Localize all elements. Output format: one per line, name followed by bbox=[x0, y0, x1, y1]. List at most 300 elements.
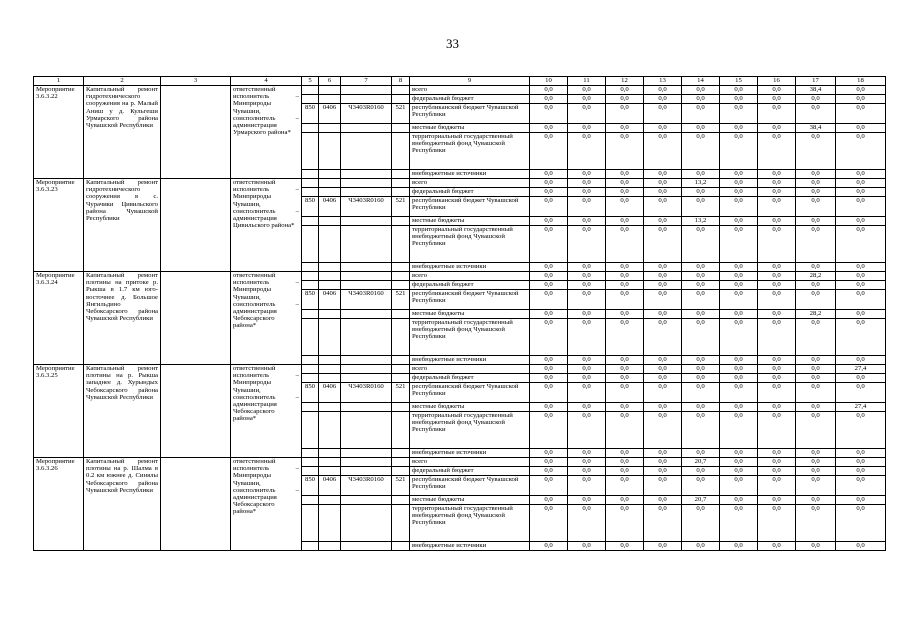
amount-cell: 0,0 bbox=[758, 86, 796, 95]
amount-cell: 0,0 bbox=[644, 104, 682, 124]
code-cell-empty bbox=[302, 412, 319, 449]
amount-cell: 0,0 bbox=[606, 86, 644, 95]
header-cell: 10 bbox=[530, 77, 568, 86]
amount-cell: 0,0 bbox=[796, 412, 836, 449]
amount-cell: 0,0 bbox=[606, 95, 644, 104]
code-cell-empty bbox=[302, 179, 319, 188]
code-cell-empty bbox=[392, 179, 410, 188]
amount-cell: 0,0 bbox=[568, 272, 606, 281]
amount-cell: 0,0 bbox=[568, 179, 606, 188]
header-cell: 2 bbox=[84, 77, 161, 86]
empty-cell bbox=[161, 458, 231, 551]
empty-cell bbox=[161, 86, 231, 179]
code-cell-empty bbox=[302, 505, 319, 542]
code-cell-empty bbox=[319, 226, 341, 263]
amount-cell: 0,0 bbox=[606, 467, 644, 476]
code-cell-empty bbox=[392, 86, 410, 95]
amount-cell: 28,2 bbox=[796, 310, 836, 319]
amount-cell: 0,0 bbox=[758, 356, 796, 365]
amount-cell: 0,0 bbox=[568, 467, 606, 476]
code-cell-empty bbox=[341, 124, 392, 133]
amount-cell: 0,0 bbox=[682, 86, 720, 95]
amount-cell: 0,0 bbox=[796, 197, 836, 217]
amount-cell: 0,0 bbox=[644, 365, 682, 374]
code-cell-empty bbox=[319, 505, 341, 542]
amount-cell: 0,0 bbox=[682, 170, 720, 179]
amount-cell: 0,0 bbox=[568, 170, 606, 179]
activity-name-cell: Капитальный ремонт плотины на р. Рыкша западнее д. Хурындых Чебоксарского района Чувашской Республики bbox=[84, 365, 161, 458]
amount-cell: 0,0 bbox=[530, 133, 568, 170]
code-cell-empty bbox=[341, 365, 392, 374]
header-cell: 4 bbox=[231, 77, 302, 86]
amount-cell: 0,0 bbox=[606, 476, 644, 496]
amount-cell: 0,0 bbox=[530, 365, 568, 374]
code-cell-empty bbox=[319, 467, 341, 476]
code-cell-empty bbox=[302, 86, 319, 95]
amount-cell: 0,0 bbox=[568, 86, 606, 95]
budget-code-cell: Ч3403R0160 bbox=[341, 290, 392, 310]
amount-cell: 0,0 bbox=[530, 310, 568, 319]
amount-cell: 0,0 bbox=[720, 290, 758, 310]
amount-cell: 0,0 bbox=[606, 496, 644, 505]
amount-cell: 0,0 bbox=[758, 104, 796, 124]
code-cell-empty bbox=[302, 310, 319, 319]
code-cell-empty bbox=[341, 188, 392, 197]
amount-cell: 0,0 bbox=[758, 496, 796, 505]
amount-cell: 0,0 bbox=[606, 403, 644, 412]
activity-id-cell: Мероприятие 3.6.3.24 bbox=[34, 272, 84, 365]
code-cell-empty bbox=[341, 319, 392, 356]
amount-cell: 0,0 bbox=[606, 356, 644, 365]
amount-cell: 0,0 bbox=[682, 505, 720, 542]
amount-cell: 0,0 bbox=[644, 356, 682, 365]
amount-cell: 0,0 bbox=[836, 170, 886, 179]
amount-cell: 0,0 bbox=[530, 458, 568, 467]
header-cell: 14 bbox=[682, 77, 720, 86]
amount-cell: 0,0 bbox=[606, 104, 644, 124]
amount-cell: 0,0 bbox=[530, 319, 568, 356]
amount-cell: 0,0 bbox=[682, 95, 720, 104]
funding-source-cell: внебюджетные источники bbox=[410, 449, 530, 458]
budget-code-cell: 521 bbox=[392, 197, 410, 217]
budget-code-cell: 850 bbox=[302, 383, 319, 403]
code-cell-empty bbox=[392, 505, 410, 542]
amount-cell: 0,0 bbox=[530, 449, 568, 458]
code-cell-empty bbox=[319, 281, 341, 290]
amount-cell: 0,0 bbox=[682, 356, 720, 365]
code-cell-empty bbox=[319, 449, 341, 458]
funding-source-cell: всего bbox=[410, 86, 530, 95]
amount-cell: 0,0 bbox=[644, 290, 682, 310]
code-cell-empty bbox=[341, 272, 392, 281]
amount-cell: 0,0 bbox=[568, 458, 606, 467]
amount-cell: 0,0 bbox=[836, 542, 886, 551]
amount-cell: 0,0 bbox=[530, 403, 568, 412]
amount-cell: 0,0 bbox=[606, 179, 644, 188]
amount-cell: 0,0 bbox=[530, 383, 568, 403]
funding-source-cell: местные бюджеты bbox=[410, 124, 530, 133]
funding-source-cell: территориальный государственный внебюджетный фонд Чувашской Республики bbox=[410, 133, 530, 170]
code-cell-empty bbox=[319, 170, 341, 179]
table-row bbox=[34, 458, 886, 467]
code-cell-empty bbox=[319, 217, 341, 226]
code-cell-empty bbox=[392, 542, 410, 551]
amount-cell: 0,0 bbox=[720, 281, 758, 290]
amount-cell: 0,0 bbox=[530, 505, 568, 542]
budget-code-cell: 0406 bbox=[319, 197, 341, 217]
amount-cell: 0,0 bbox=[682, 188, 720, 197]
funding-source-cell: внебюджетные источники bbox=[410, 170, 530, 179]
header-cell: 3 bbox=[161, 77, 231, 86]
amount-cell: 0,0 bbox=[836, 188, 886, 197]
amount-cell: 0,0 bbox=[530, 104, 568, 124]
code-cell-empty bbox=[392, 272, 410, 281]
amount-cell: 0,0 bbox=[568, 412, 606, 449]
code-cell-empty bbox=[341, 403, 392, 412]
amount-cell: 0,0 bbox=[530, 197, 568, 217]
activity-id-cell: Мероприятие 3.6.3.22 bbox=[34, 86, 84, 179]
amount-cell: 0,0 bbox=[568, 281, 606, 290]
amount-cell: 0,0 bbox=[568, 365, 606, 374]
funding-source-cell: федеральный бюджет bbox=[410, 467, 530, 476]
amount-cell: 0,0 bbox=[530, 95, 568, 104]
amount-cell: 0,0 bbox=[644, 179, 682, 188]
code-cell-empty bbox=[302, 226, 319, 263]
financing-table bbox=[33, 76, 886, 551]
code-cell-empty bbox=[392, 412, 410, 449]
amount-cell: 0,0 bbox=[758, 179, 796, 188]
amount-cell: 0,0 bbox=[568, 290, 606, 310]
code-cell-empty bbox=[341, 226, 392, 263]
amount-cell: 0,0 bbox=[796, 365, 836, 374]
amount-cell: 0,0 bbox=[644, 95, 682, 104]
amount-cell: 0,0 bbox=[758, 476, 796, 496]
amount-cell: 0,0 bbox=[568, 263, 606, 272]
funding-source-cell: местные бюджеты bbox=[410, 403, 530, 412]
amount-cell: 0,0 bbox=[644, 133, 682, 170]
amount-cell: 0,0 bbox=[530, 272, 568, 281]
table-row bbox=[34, 86, 886, 95]
amount-cell: 0,0 bbox=[568, 356, 606, 365]
amount-cell: 0,0 bbox=[568, 476, 606, 496]
amount-cell: 27,4 bbox=[836, 365, 886, 374]
activity-id-cell: Мероприятие 3.6.3.23 bbox=[34, 179, 84, 272]
funding-source-cell: местные бюджеты bbox=[410, 496, 530, 505]
budget-code-cell: 521 bbox=[392, 104, 410, 124]
responsible-cell: ответственный исполнитель – Минприроды Чувашии, соисполнитель – администрация Чебоксарского района* bbox=[231, 458, 302, 551]
amount-cell: 0,0 bbox=[682, 319, 720, 356]
funding-source-cell: всего bbox=[410, 458, 530, 467]
code-cell-empty bbox=[392, 467, 410, 476]
amount-cell: 28,2 bbox=[796, 272, 836, 281]
code-cell-empty bbox=[302, 319, 319, 356]
amount-cell: 0,0 bbox=[606, 383, 644, 403]
amount-cell: 0,0 bbox=[682, 542, 720, 551]
amount-cell: 0,0 bbox=[606, 281, 644, 290]
amount-cell: 0,0 bbox=[720, 188, 758, 197]
amount-cell: 0,0 bbox=[682, 290, 720, 310]
amount-cell: 0,0 bbox=[720, 365, 758, 374]
code-cell-empty bbox=[302, 188, 319, 197]
activity-name-cell: Капитальный ремонт гидротехнического сооружения в с. Чурачики Цивильского района Чувашской Республики bbox=[84, 179, 161, 272]
amount-cell: 0,0 bbox=[796, 476, 836, 496]
amount-cell: 27,4 bbox=[836, 403, 886, 412]
activity-id-cell: Мероприятие 3.6.3.25 bbox=[34, 365, 84, 458]
funding-source-cell: федеральный бюджет bbox=[410, 95, 530, 104]
code-cell-empty bbox=[319, 272, 341, 281]
code-cell-empty bbox=[319, 310, 341, 319]
amount-cell: 20,7 bbox=[682, 496, 720, 505]
amount-cell: 0,0 bbox=[644, 505, 682, 542]
amount-cell: 0,0 bbox=[530, 170, 568, 179]
code-cell-empty bbox=[319, 403, 341, 412]
amount-cell: 0,0 bbox=[530, 226, 568, 263]
budget-code-cell: 850 bbox=[302, 290, 319, 310]
funding-source-cell: территориальный государственный внебюджетный фонд Чувашской Республики bbox=[410, 319, 530, 356]
funding-source-cell: республиканский бюджет Чувашской Республики bbox=[410, 383, 530, 403]
budget-code-cell: 521 bbox=[392, 290, 410, 310]
table-row bbox=[34, 365, 886, 374]
code-cell-empty bbox=[302, 496, 319, 505]
amount-cell: 0,0 bbox=[796, 449, 836, 458]
amount-cell: 38,4 bbox=[796, 124, 836, 133]
code-cell-empty bbox=[392, 449, 410, 458]
code-cell-empty bbox=[392, 217, 410, 226]
activity-name-cell: Капитальный ремонт плотины на р. Шалма в 0.2 км южнее д. Синялы Чебоксарского района Чувашской Республики bbox=[84, 458, 161, 551]
funding-source-cell: федеральный бюджет bbox=[410, 374, 530, 383]
amount-cell: 0,0 bbox=[796, 290, 836, 310]
amount-cell: 0,0 bbox=[836, 505, 886, 542]
amount-cell: 0,0 bbox=[720, 374, 758, 383]
amount-cell: 0,0 bbox=[796, 505, 836, 542]
amount-cell: 0,0 bbox=[530, 467, 568, 476]
header-cell: 13 bbox=[644, 77, 682, 86]
amount-cell: 0,0 bbox=[530, 374, 568, 383]
budget-code-cell: 521 bbox=[392, 476, 410, 496]
budget-code-cell: 0406 bbox=[319, 104, 341, 124]
amount-cell: 0,0 bbox=[836, 124, 886, 133]
amount-cell: 0,0 bbox=[758, 374, 796, 383]
amount-cell: 0,0 bbox=[568, 197, 606, 217]
amount-cell: 0,0 bbox=[796, 383, 836, 403]
code-cell-empty bbox=[302, 170, 319, 179]
code-cell-empty bbox=[341, 263, 392, 272]
amount-cell: 0,0 bbox=[682, 374, 720, 383]
amount-cell: 0,0 bbox=[530, 217, 568, 226]
funding-source-cell: федеральный бюджет bbox=[410, 281, 530, 290]
funding-source-cell: республиканский бюджет Чувашской Республики bbox=[410, 197, 530, 217]
amount-cell: 0,0 bbox=[644, 449, 682, 458]
amount-cell: 0,0 bbox=[682, 197, 720, 217]
amount-cell: 0,0 bbox=[796, 467, 836, 476]
code-cell-empty bbox=[392, 365, 410, 374]
amount-cell: 0,0 bbox=[758, 281, 796, 290]
amount-cell: 0,0 bbox=[568, 95, 606, 104]
empty-cell bbox=[161, 272, 231, 365]
code-cell-empty bbox=[319, 124, 341, 133]
amount-cell: 0,0 bbox=[796, 133, 836, 170]
budget-code-cell: Ч3403R0160 bbox=[341, 104, 392, 124]
funding-source-cell: республиканский бюджет Чувашской Республики bbox=[410, 290, 530, 310]
empty-cell bbox=[161, 365, 231, 458]
code-cell-empty bbox=[392, 133, 410, 170]
header-cell: 8 bbox=[392, 77, 410, 86]
code-cell-empty bbox=[302, 449, 319, 458]
amount-cell: 0,0 bbox=[568, 226, 606, 263]
budget-code-cell: Ч3403R0160 bbox=[341, 476, 392, 496]
amount-cell: 0,0 bbox=[796, 170, 836, 179]
code-cell-empty bbox=[392, 170, 410, 179]
amount-cell: 0,0 bbox=[796, 542, 836, 551]
amount-cell: 0,0 bbox=[568, 217, 606, 226]
amount-cell: 0,0 bbox=[720, 95, 758, 104]
funding-source-cell: всего bbox=[410, 272, 530, 281]
amount-cell: 0,0 bbox=[758, 458, 796, 467]
amount-cell: 0,0 bbox=[836, 412, 886, 449]
amount-cell: 0,0 bbox=[606, 272, 644, 281]
funding-source-cell: республиканский бюджет Чувашской Республики bbox=[410, 476, 530, 496]
code-cell-empty bbox=[341, 95, 392, 104]
amount-cell: 0,0 bbox=[606, 505, 644, 542]
amount-cell: 0,0 bbox=[720, 476, 758, 496]
amount-cell: 0,0 bbox=[836, 197, 886, 217]
amount-cell: 0,0 bbox=[720, 272, 758, 281]
amount-cell: 0,0 bbox=[720, 458, 758, 467]
amount-cell: 0,0 bbox=[568, 133, 606, 170]
amount-cell: 0,0 bbox=[682, 310, 720, 319]
funding-source-cell: территориальный государственный внебюджетный фонд Чувашской Республики bbox=[410, 412, 530, 449]
activity-name-cell: Капитальный ремонт гидротехнического сооружения на р. Малый Аниш у д. Кульгеши Урмарского района Чувашской Республики bbox=[84, 86, 161, 179]
amount-cell: 0,0 bbox=[606, 449, 644, 458]
amount-cell: 0,0 bbox=[606, 458, 644, 467]
amount-cell: 0,0 bbox=[606, 124, 644, 133]
amount-cell: 0,0 bbox=[606, 412, 644, 449]
code-cell-empty bbox=[319, 86, 341, 95]
amount-cell: 0,0 bbox=[758, 170, 796, 179]
amount-cell: 0,0 bbox=[836, 179, 886, 188]
amount-cell: 0,0 bbox=[720, 319, 758, 356]
amount-cell: 0,0 bbox=[606, 374, 644, 383]
amount-cell: 0,0 bbox=[836, 383, 886, 403]
table-row bbox=[34, 179, 886, 188]
amount-cell: 0,0 bbox=[836, 95, 886, 104]
header-cell: 6 bbox=[319, 77, 341, 86]
amount-cell: 0,0 bbox=[758, 95, 796, 104]
budget-code-cell: 850 bbox=[302, 104, 319, 124]
responsible-cell: ответственный исполнитель – Минприроды Чувашии, соисполнитель – администрация Чебоксарского района* bbox=[231, 272, 302, 365]
amount-cell: 0,0 bbox=[682, 383, 720, 403]
code-cell-empty bbox=[341, 179, 392, 188]
amount-cell: 0,0 bbox=[568, 124, 606, 133]
amount-cell: 0,0 bbox=[568, 374, 606, 383]
amount-cell: 0,0 bbox=[530, 281, 568, 290]
code-cell-empty bbox=[302, 403, 319, 412]
amount-cell: 0,0 bbox=[644, 310, 682, 319]
amount-cell: 0,0 bbox=[758, 505, 796, 542]
code-cell-empty bbox=[392, 496, 410, 505]
amount-cell: 0,0 bbox=[720, 467, 758, 476]
amount-cell: 0,0 bbox=[530, 124, 568, 133]
code-cell-empty bbox=[302, 281, 319, 290]
amount-cell: 0,0 bbox=[644, 263, 682, 272]
amount-cell: 0,0 bbox=[682, 104, 720, 124]
amount-cell: 0,0 bbox=[644, 383, 682, 403]
amount-cell: 0,0 bbox=[644, 319, 682, 356]
amount-cell: 0,0 bbox=[682, 263, 720, 272]
code-cell-empty bbox=[319, 496, 341, 505]
amount-cell: 0,0 bbox=[836, 449, 886, 458]
amount-cell: 0,0 bbox=[836, 467, 886, 476]
amount-cell: 0,0 bbox=[568, 319, 606, 356]
amount-cell: 0,0 bbox=[682, 476, 720, 496]
amount-cell: 0,0 bbox=[758, 197, 796, 217]
amount-cell: 0,0 bbox=[720, 217, 758, 226]
amount-cell: 0,0 bbox=[606, 226, 644, 263]
header-cell: 5 bbox=[302, 77, 319, 86]
code-cell-empty bbox=[302, 458, 319, 467]
amount-cell: 0,0 bbox=[644, 217, 682, 226]
amount-cell: 0,0 bbox=[644, 197, 682, 217]
budget-code-cell: Ч3403R0160 bbox=[341, 383, 392, 403]
code-cell-empty bbox=[319, 133, 341, 170]
funding-source-cell: внебюджетные источники bbox=[410, 356, 530, 365]
amount-cell: 0,0 bbox=[530, 476, 568, 496]
amount-cell: 0,0 bbox=[796, 281, 836, 290]
amount-cell: 0,0 bbox=[836, 133, 886, 170]
code-cell-empty bbox=[341, 458, 392, 467]
amount-cell: 0,0 bbox=[644, 226, 682, 263]
amount-cell: 0,0 bbox=[720, 310, 758, 319]
amount-cell: 0,0 bbox=[568, 505, 606, 542]
amount-cell: 0,0 bbox=[530, 263, 568, 272]
responsible-cell: ответственный исполнитель – Минприроды Чувашии, соисполнитель – администрация Цивильского района* bbox=[231, 179, 302, 272]
amount-cell: 0,0 bbox=[644, 412, 682, 449]
budget-code-cell: 521 bbox=[392, 383, 410, 403]
amount-cell: 0,0 bbox=[758, 263, 796, 272]
funding-source-cell: местные бюджеты bbox=[410, 217, 530, 226]
funding-source-cell: территориальный государственный внебюджетный фонд Чувашской Республики bbox=[410, 505, 530, 542]
amount-cell: 0,0 bbox=[644, 272, 682, 281]
amount-cell: 0,0 bbox=[682, 133, 720, 170]
code-cell-empty bbox=[302, 365, 319, 374]
code-cell-empty bbox=[319, 356, 341, 365]
amount-cell: 0,0 bbox=[758, 412, 796, 449]
code-cell-empty bbox=[392, 458, 410, 467]
amount-cell: 0,0 bbox=[796, 104, 836, 124]
code-cell-empty bbox=[302, 217, 319, 226]
amount-cell: 0,0 bbox=[606, 197, 644, 217]
amount-cell: 0,0 bbox=[836, 86, 886, 95]
amount-cell: 0,0 bbox=[796, 226, 836, 263]
amount-cell: 0,0 bbox=[644, 170, 682, 179]
table-body bbox=[34, 77, 886, 551]
code-cell-empty bbox=[341, 467, 392, 476]
code-cell-empty bbox=[392, 281, 410, 290]
amount-cell: 0,0 bbox=[720, 170, 758, 179]
code-cell-empty bbox=[319, 319, 341, 356]
amount-cell: 0,0 bbox=[606, 263, 644, 272]
code-cell-empty bbox=[302, 467, 319, 476]
amount-cell: 0,0 bbox=[682, 403, 720, 412]
amount-cell: 13,2 bbox=[682, 217, 720, 226]
amount-cell: 0,0 bbox=[644, 281, 682, 290]
header-cell: 12 bbox=[606, 77, 644, 86]
amount-cell: 0,0 bbox=[720, 356, 758, 365]
code-cell-empty bbox=[319, 179, 341, 188]
code-cell-empty bbox=[341, 412, 392, 449]
amount-cell: 0,0 bbox=[836, 104, 886, 124]
code-cell-empty bbox=[341, 86, 392, 95]
